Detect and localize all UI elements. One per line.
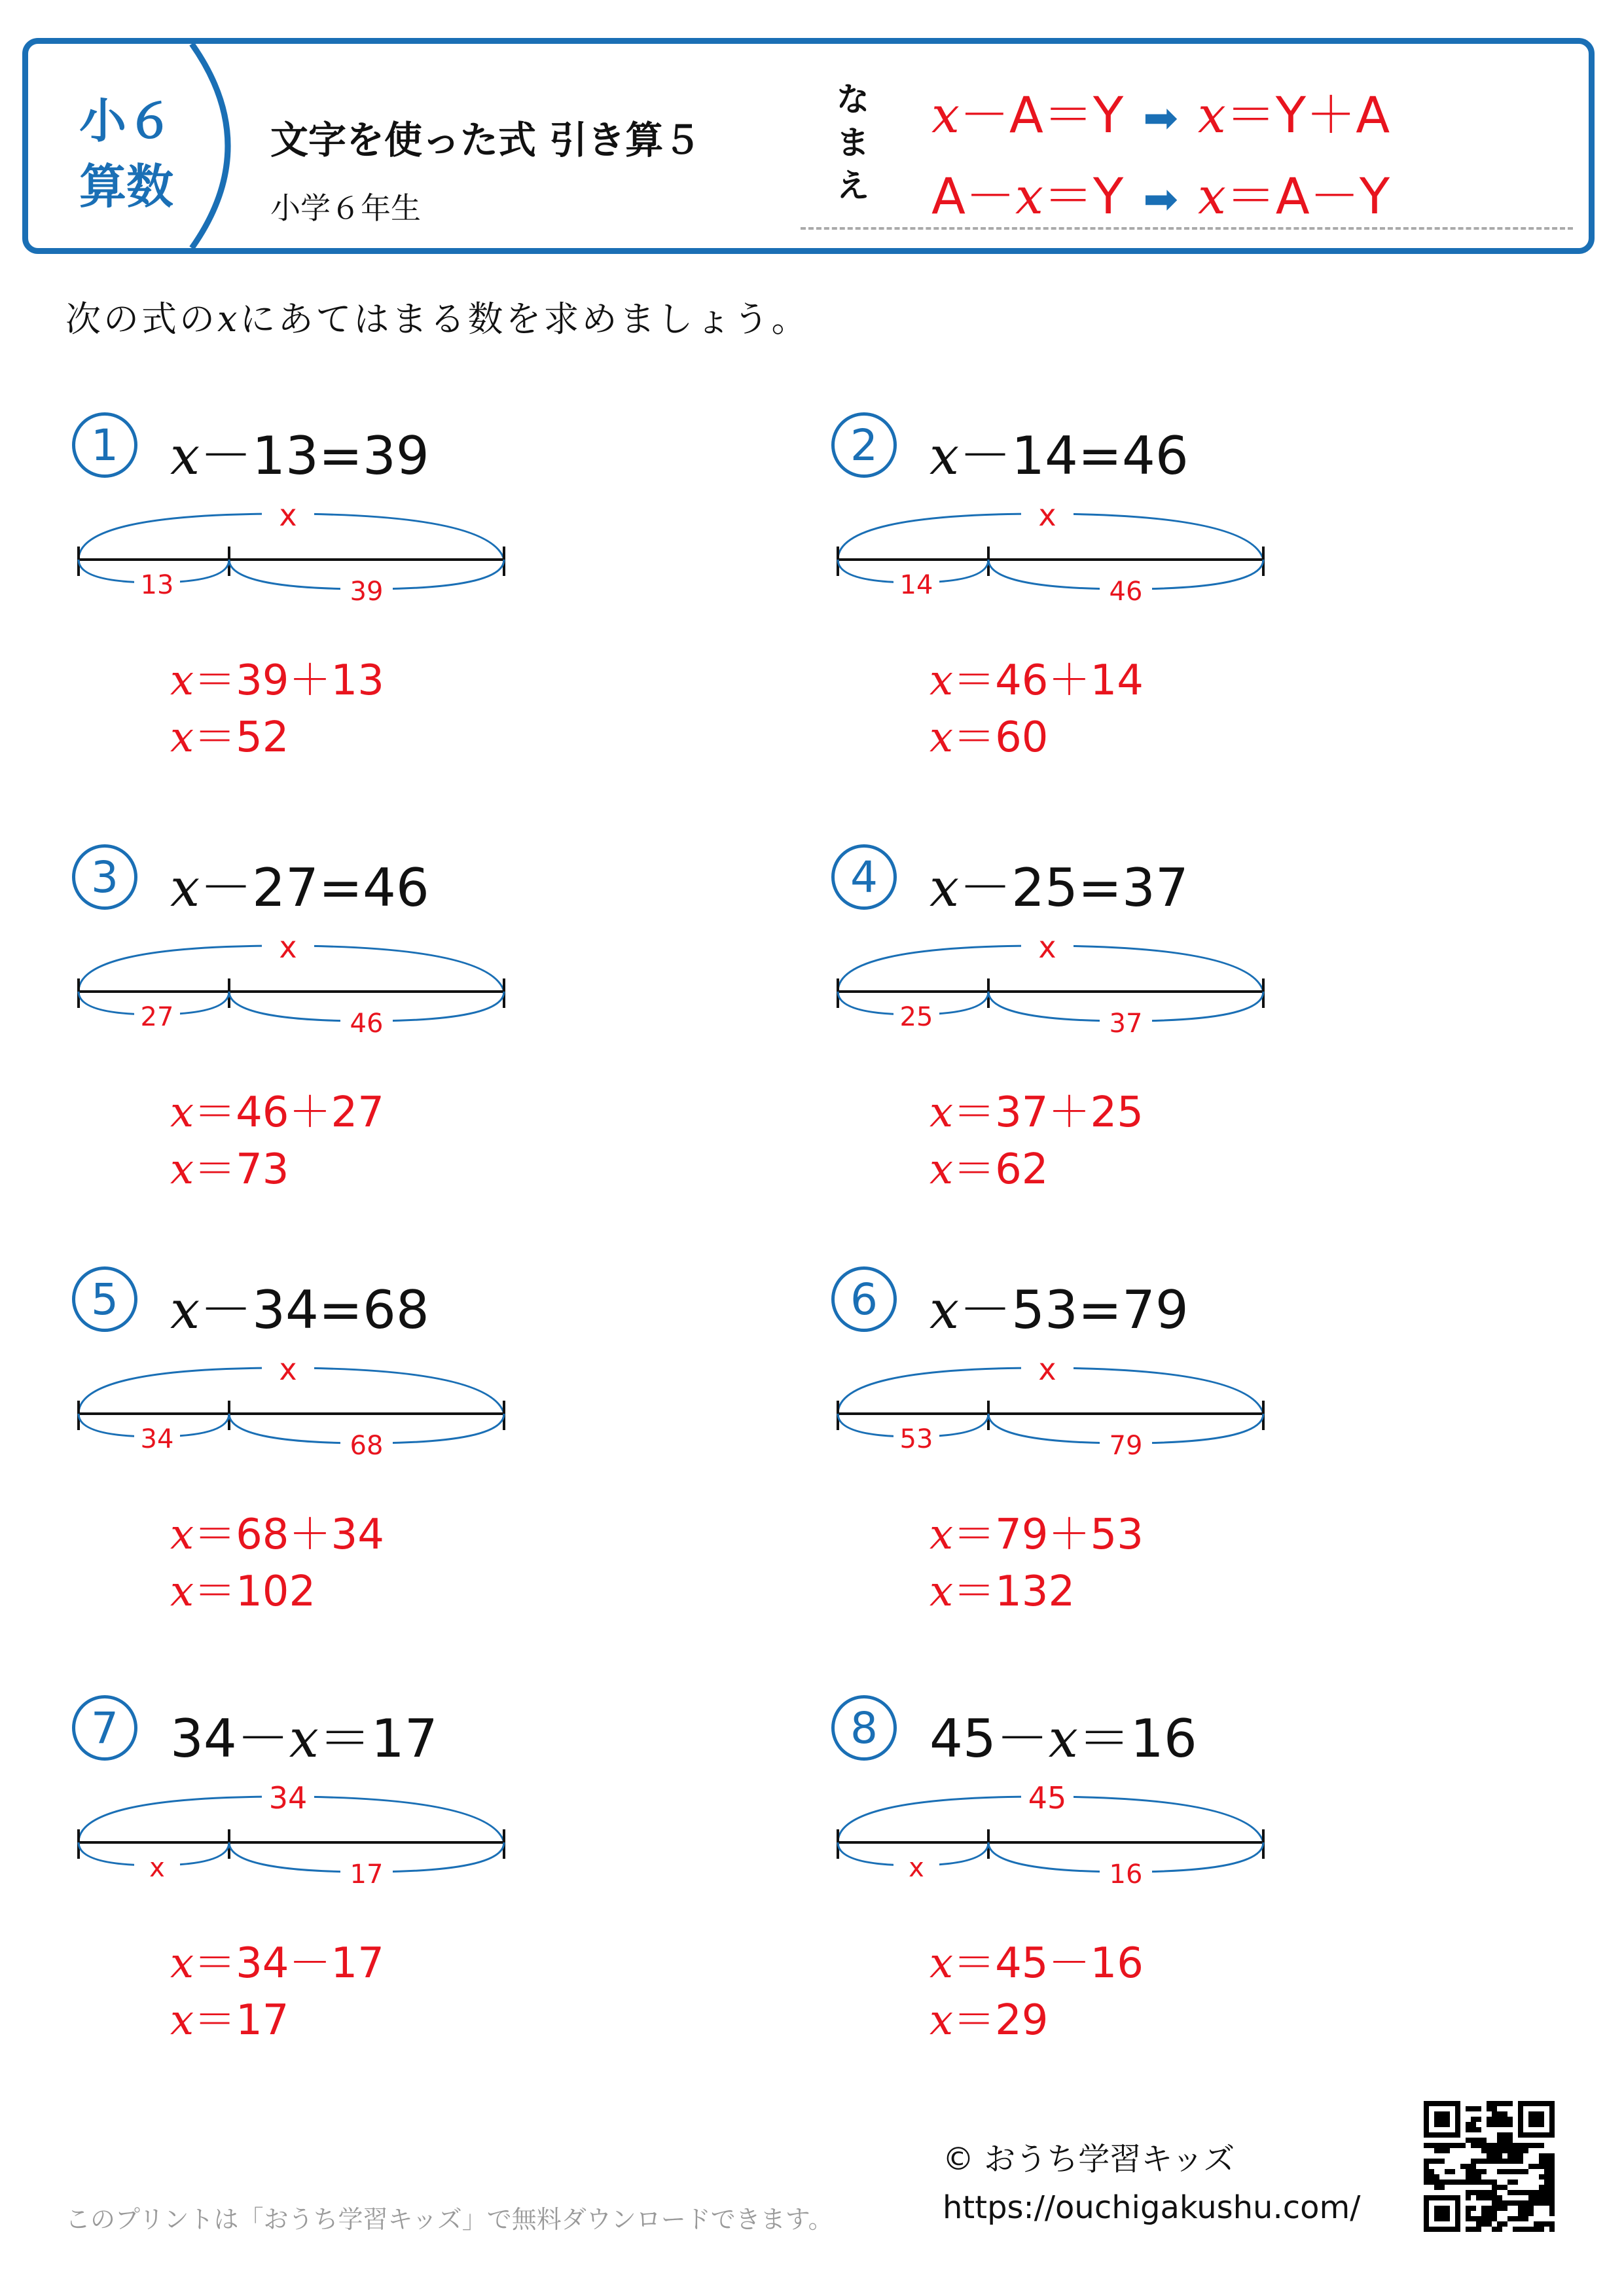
- eq-prefix: 34－: [170, 1708, 289, 1769]
- total-label: x: [279, 929, 297, 965]
- right-label: 79: [1109, 1431, 1143, 1461]
- right-label: 68: [350, 1431, 384, 1461]
- left-label: 27: [140, 1002, 174, 1032]
- sol2-text: ＝62: [953, 1145, 1049, 1194]
- eq-suffix: －27=46: [200, 857, 429, 918]
- rule2-rhs: ＝A－Y: [1225, 167, 1390, 225]
- grade-badge: [28, 44, 231, 248]
- eq-suffix: ＝17: [318, 1708, 438, 1769]
- problem-3: [72, 844, 727, 1263]
- solution-step-1: [170, 1929, 384, 1990]
- grade-level: 小６: [79, 94, 173, 149]
- sol2-x: x: [929, 713, 954, 762]
- total-label: x: [1038, 929, 1056, 965]
- copyright: © おうち学習キッズ: [943, 2141, 1235, 2178]
- sol2-x: x: [170, 1996, 194, 2045]
- problem-equation: [170, 414, 429, 489]
- instruction-x: x: [217, 298, 240, 340]
- solution-step-1: [929, 1501, 1144, 1561]
- eq-suffix: －25=37: [959, 857, 1189, 918]
- problem-number: 2: [831, 412, 897, 478]
- sol1-x: x: [170, 1939, 194, 1988]
- total-label: 34: [268, 1780, 308, 1816]
- worksheet-subtitle: 小学６年生: [270, 190, 421, 226]
- left-label: 34: [140, 1424, 174, 1454]
- sol2-x: x: [929, 1568, 954, 1616]
- segment-diagram: [831, 926, 1303, 1070]
- right-label: 39: [350, 577, 384, 607]
- segment-diagram: [72, 494, 543, 638]
- instruction-part-b: にあてはまる数を求めましょう。: [240, 298, 810, 340]
- footer-note: このプリントは「おうち学習キッズ」で無料ダウンロードできます。: [65, 2205, 833, 2234]
- sol1-text: ＝45－16: [953, 1939, 1144, 1988]
- rule2-x: x: [1015, 167, 1043, 225]
- segment-diagram: [831, 1777, 1303, 1921]
- total-label: 45: [1028, 1780, 1067, 1816]
- eq-x: x: [170, 857, 200, 918]
- problem-1: [72, 412, 727, 831]
- solution-answer: [170, 704, 289, 764]
- left-label: x: [149, 1853, 165, 1883]
- segment-diagram: [831, 494, 1303, 638]
- rule-subtraction: [931, 156, 1390, 228]
- problem-number: 4: [831, 844, 897, 910]
- sol1-text: ＝46＋14: [953, 656, 1144, 705]
- rule1-lhs: －A＝Y: [959, 86, 1124, 144]
- sol1-x: x: [929, 1939, 954, 1988]
- sol1-text: ＝68＋34: [194, 1511, 384, 1559]
- left-label: 25: [899, 1002, 933, 1032]
- eq-x: x: [289, 1708, 319, 1769]
- solution-step-1: [170, 647, 384, 707]
- problem-number: 3: [72, 844, 137, 910]
- solution-step-1: [170, 1501, 384, 1561]
- name-label: なまえ: [837, 81, 869, 205]
- qr-code-icon[interactable]: [1424, 2101, 1555, 2232]
- rule2-lhs-a: A－: [931, 167, 1015, 225]
- sol1-x: x: [929, 1088, 954, 1137]
- sol1-text: ＝39＋13: [194, 656, 384, 705]
- instruction-part-a: 次の式の: [65, 298, 217, 340]
- eq-suffix: －13=39: [200, 425, 429, 486]
- rule1-x-result: x: [1197, 86, 1226, 144]
- sol2-text: ＝102: [194, 1568, 316, 1616]
- sol2-x: x: [929, 1996, 954, 2045]
- rule2-x-result: x: [1197, 167, 1226, 225]
- problem-8: [831, 1695, 1486, 2114]
- sol1-text: ＝79＋53: [953, 1511, 1144, 1559]
- total-label: x: [1038, 1352, 1056, 1387]
- right-label: 16: [1109, 1859, 1143, 1890]
- problem-equation: [170, 1696, 438, 1772]
- worksheet-header: [22, 38, 1595, 254]
- total-label: x: [279, 1352, 297, 1387]
- problem-equation: [929, 1696, 1197, 1772]
- problem-number: 1: [72, 412, 137, 478]
- total-label: x: [279, 497, 297, 533]
- segment-diagram: [831, 1348, 1303, 1492]
- solution-answer: [929, 1136, 1049, 1196]
- eq-prefix: 45－: [929, 1708, 1049, 1769]
- eq-suffix: －53=79: [959, 1280, 1189, 1340]
- problem-6: [831, 1266, 1486, 1685]
- solution-step-1: [929, 1079, 1144, 1139]
- problem-equation: [170, 846, 429, 921]
- rule1-rhs: ＝Y＋A: [1225, 86, 1390, 144]
- right-label: 37: [1109, 1009, 1143, 1039]
- solution-step-1: [170, 1079, 384, 1139]
- sol1-text: ＝37＋25: [953, 1088, 1144, 1137]
- eq-x: x: [170, 1280, 200, 1340]
- rule-addition: [931, 75, 1390, 147]
- eq-x: x: [1048, 1708, 1078, 1769]
- left-label: x: [909, 1853, 924, 1883]
- problem-4: [831, 844, 1486, 1263]
- solution-answer: [170, 1986, 289, 2047]
- arrow-icon: ➡: [1143, 175, 1178, 224]
- site-url[interactable]: https://ouchigakushu.com/: [943, 2189, 1361, 2226]
- segment-diagram: [72, 1777, 543, 1921]
- eq-suffix: －34=68: [200, 1280, 429, 1340]
- solution-answer: [929, 1558, 1075, 1618]
- sol1-x: x: [170, 1511, 194, 1559]
- problem-number: 7: [72, 1695, 137, 1761]
- problem-5: [72, 1266, 727, 1685]
- problem-7: [72, 1695, 727, 2114]
- sol1-x: x: [929, 1511, 954, 1559]
- eq-x: x: [170, 425, 200, 486]
- left-label: 13: [140, 570, 174, 600]
- worksheet-title: 文字を使った式 引き算５: [270, 118, 702, 162]
- segment-diagram: [72, 1348, 543, 1492]
- segment-diagram: [72, 926, 543, 1070]
- problem-number: 5: [72, 1266, 137, 1332]
- sol2-x: x: [929, 1145, 954, 1194]
- sol2-x: x: [170, 1145, 194, 1194]
- eq-x: x: [929, 1280, 960, 1340]
- sol2-x: x: [170, 1568, 194, 1616]
- solution-answer: [929, 704, 1049, 764]
- solution-answer: [929, 1986, 1049, 2047]
- problem-equation: [929, 1268, 1189, 1343]
- problem-2: [831, 412, 1486, 831]
- right-label: 46: [1109, 577, 1143, 607]
- sol1-x: x: [170, 656, 194, 705]
- sol1-text: ＝46＋27: [194, 1088, 384, 1137]
- sol1-x: x: [170, 1088, 194, 1137]
- eq-suffix: －14=46: [959, 425, 1189, 486]
- sol1-text: ＝34－17: [194, 1939, 384, 1988]
- problem-equation: [929, 414, 1189, 489]
- eq-suffix: ＝16: [1077, 1708, 1197, 1769]
- sol2-text: ＝132: [953, 1568, 1075, 1616]
- right-label: 17: [350, 1859, 384, 1890]
- right-label: 46: [350, 1009, 384, 1039]
- eq-x: x: [929, 425, 960, 486]
- sol2-x: x: [170, 713, 194, 762]
- problem-number: 8: [831, 1695, 897, 1761]
- sol2-text: ＝73: [194, 1145, 289, 1194]
- left-label: 53: [899, 1424, 933, 1454]
- sol1-x: x: [929, 656, 954, 705]
- left-label: 14: [899, 570, 933, 600]
- eq-x: x: [929, 857, 960, 918]
- rule2-lhs-c: ＝Y: [1043, 167, 1124, 225]
- problem-equation: [929, 846, 1189, 921]
- problem-number: 6: [831, 1266, 897, 1332]
- sol2-text: ＝17: [194, 1996, 289, 2045]
- solution-step-1: [929, 647, 1144, 707]
- solution-answer: [170, 1558, 316, 1618]
- sol2-text: ＝29: [953, 1996, 1049, 2045]
- sol2-text: ＝52: [194, 713, 289, 762]
- subject: 算数: [79, 159, 173, 214]
- total-label: x: [1038, 497, 1056, 533]
- solution-step-1: [929, 1929, 1144, 1990]
- sol2-text: ＝60: [953, 713, 1049, 762]
- solution-answer: [170, 1136, 289, 1196]
- arrow-icon: ➡: [1143, 94, 1178, 143]
- rule1-x: x: [931, 86, 960, 144]
- instruction: [65, 291, 809, 342]
- problem-equation: [170, 1268, 429, 1343]
